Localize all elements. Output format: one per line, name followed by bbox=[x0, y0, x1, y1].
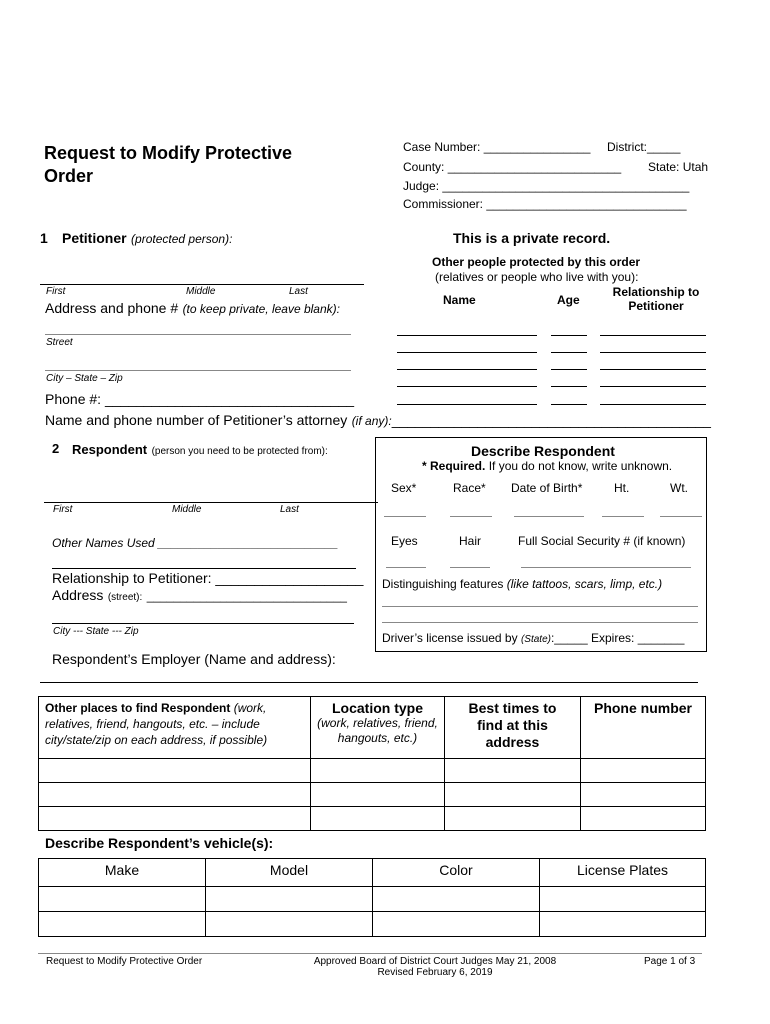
describe-required-note bbox=[422, 459, 672, 473]
vehicles-col-plates: License Plates bbox=[540, 859, 706, 887]
petitioner-heading bbox=[62, 230, 232, 248]
other-person-3-relationship[interactable] bbox=[600, 369, 706, 370]
places-row bbox=[39, 807, 706, 831]
places-cell[interactable] bbox=[445, 783, 581, 807]
places-cell[interactable] bbox=[581, 759, 706, 783]
places-cell[interactable] bbox=[445, 759, 581, 783]
county-field[interactable]: County: __________________________ bbox=[403, 160, 622, 174]
required-label: * Required. bbox=[422, 459, 486, 473]
places-cell[interactable] bbox=[581, 807, 706, 831]
vehicle-cell[interactable] bbox=[373, 887, 540, 912]
footer-divider bbox=[38, 953, 702, 954]
features-field-1[interactable] bbox=[382, 606, 698, 607]
respondent-first-label: First bbox=[53, 504, 73, 515]
page-title bbox=[44, 142, 344, 188]
height-field[interactable] bbox=[602, 516, 644, 517]
vehicle-cell[interactable] bbox=[39, 887, 206, 912]
relationship-field[interactable]: Relationship to Petitioner: ___________________ bbox=[52, 570, 364, 586]
vehicles-col-make: Make bbox=[39, 859, 206, 887]
respondent-heading-text: Respondent bbox=[72, 442, 148, 457]
other-person-4-age[interactable] bbox=[551, 386, 587, 387]
places-cell[interactable] bbox=[39, 807, 311, 831]
section-1-number: 1 bbox=[40, 230, 48, 246]
title-line-1: Request to Modify Protective bbox=[44, 143, 293, 163]
places-col1-note: (work, relatives, friend, hangouts, etc. – include city/state/zip on each address, if possible) bbox=[45, 701, 268, 747]
places-col3-title: Best times to find at this address bbox=[468, 700, 557, 750]
dob-field[interactable] bbox=[514, 516, 584, 517]
state-label: State: Utah bbox=[648, 160, 709, 174]
places-table bbox=[38, 696, 706, 831]
respondent-middle-label: Middle bbox=[172, 504, 202, 515]
street-label: Street bbox=[46, 337, 73, 348]
respondent-city-label: City --- State --- Zip bbox=[53, 626, 139, 637]
places-cell[interactable] bbox=[39, 759, 311, 783]
other-person-4-relationship[interactable] bbox=[600, 386, 706, 387]
vehicle-cell[interactable] bbox=[373, 912, 540, 937]
race-field[interactable] bbox=[450, 516, 492, 517]
col-name-header: Name bbox=[443, 293, 476, 307]
private-record-notice: This is a private record. bbox=[453, 230, 611, 246]
other-person-1-name[interactable] bbox=[397, 335, 537, 336]
petitioner-middle-label: Middle bbox=[186, 286, 216, 297]
ssn-label: Full Social Security # (if known) bbox=[518, 534, 686, 548]
vehicles-header-row bbox=[39, 859, 706, 887]
vehicles-title: Describe Respondent’s vehicle(s): bbox=[45, 835, 274, 851]
other-people-title: Other people protected by this order bbox=[432, 255, 641, 269]
describe-title: Describe Respondent bbox=[471, 443, 615, 459]
petitioner-name-line[interactable] bbox=[40, 284, 364, 285]
vehicle-cell[interactable] bbox=[39, 912, 206, 937]
respondent-heading-note: (person you need to be protected from): bbox=[151, 446, 328, 457]
col-relationship-line1: Relationship to bbox=[612, 285, 700, 299]
footer-form-name: Request to Modify Protective Order bbox=[46, 956, 203, 967]
required-note-text: If you do not know, write unknown. bbox=[488, 459, 673, 473]
license-label: Driver’s license issued by bbox=[382, 631, 518, 645]
other-person-3-age[interactable] bbox=[551, 369, 587, 370]
petitioner-city-line[interactable] bbox=[45, 370, 351, 371]
attorney-blank[interactable]: _________________________________________ bbox=[391, 412, 711, 428]
height-label: Ht. bbox=[614, 481, 630, 495]
case-number-field[interactable]: Case Number: ________________ bbox=[403, 140, 591, 154]
respondent-last-label: Last bbox=[280, 504, 299, 515]
respondent-city-line[interactable] bbox=[52, 623, 354, 624]
places-header-row bbox=[39, 697, 706, 759]
other-person-2-relationship[interactable] bbox=[600, 352, 706, 353]
col-relationship-line2: Petitioner bbox=[628, 299, 684, 313]
address-note: (to keep private, leave blank): bbox=[182, 302, 340, 316]
employer-line[interactable] bbox=[40, 682, 698, 683]
places-cell[interactable] bbox=[311, 759, 445, 783]
petitioner-street-line[interactable] bbox=[45, 334, 351, 335]
section-2-number: 2 bbox=[52, 441, 60, 456]
sex-label: Sex* bbox=[391, 481, 417, 495]
other-names-extra-line[interactable] bbox=[52, 568, 356, 569]
petitioner-heading-text: Petitioner bbox=[62, 230, 127, 246]
other-people-subtitle: (relatives or people who live with you): bbox=[435, 270, 639, 284]
places-col2-note: (work, relatives, friend, hangouts, etc.) bbox=[317, 716, 438, 745]
weight-field[interactable] bbox=[660, 516, 702, 517]
places-col4-title: Phone number bbox=[593, 700, 692, 716]
places-cell[interactable] bbox=[311, 783, 445, 807]
places-cell[interactable] bbox=[39, 783, 311, 807]
license-state-note: (State) bbox=[520, 634, 551, 645]
places-row bbox=[39, 759, 706, 783]
other-person-3-name[interactable] bbox=[397, 369, 537, 370]
places-col2-title: Location type bbox=[331, 700, 423, 716]
other-person-1-age[interactable] bbox=[551, 335, 587, 336]
petitioner-last-label: Last bbox=[289, 286, 308, 297]
license-expires[interactable]: :_____ Expires: _______ bbox=[550, 631, 685, 645]
other-person-2-name[interactable] bbox=[397, 352, 537, 353]
eyes-field[interactable] bbox=[386, 567, 426, 568]
places-col-location-type bbox=[311, 697, 445, 759]
footer-approval-line1: Approved Board of District Court Judges May 21, 2008 bbox=[313, 956, 557, 967]
commissioner-field[interactable]: Commissioner: ______________________________ bbox=[403, 197, 687, 211]
attorney-label: Name and phone number of Petitioner’s attorney bbox=[45, 412, 348, 428]
other-person-5-age[interactable] bbox=[551, 404, 587, 405]
respondent-address-field[interactable] bbox=[52, 587, 347, 605]
title-line-2: Order bbox=[44, 166, 94, 186]
vehicle-cell[interactable] bbox=[540, 912, 706, 937]
places-cell[interactable] bbox=[445, 807, 581, 831]
places-col-where bbox=[39, 697, 311, 759]
vehicles-col-color: Color bbox=[373, 859, 540, 887]
footer-approval-line2: Revised February 6, 2019 bbox=[377, 967, 493, 978]
vehicle-cell[interactable] bbox=[540, 887, 706, 912]
vehicle-cell[interactable] bbox=[206, 887, 373, 912]
petitioner-address-heading bbox=[45, 300, 340, 318]
respondent-name-line[interactable] bbox=[44, 502, 378, 503]
weight-label: Wt. bbox=[670, 481, 688, 495]
petitioner-heading-note: (protected person): bbox=[131, 232, 233, 246]
places-col-best-times bbox=[445, 697, 581, 759]
address-label: Address and phone # bbox=[45, 300, 179, 316]
features-note: (like tattoos, scars, limp, etc.) bbox=[506, 577, 663, 591]
attorney-note: (if any): bbox=[351, 414, 392, 428]
petitioner-phone-field[interactable]: Phone #: ________________________________ bbox=[45, 391, 355, 407]
vehicles-row bbox=[39, 887, 706, 912]
attorney-field[interactable] bbox=[45, 412, 711, 430]
col-age-header: Age bbox=[557, 293, 580, 307]
petitioner-first-label: First bbox=[46, 286, 66, 297]
vehicles-table bbox=[38, 858, 706, 937]
vehicle-cell[interactable] bbox=[206, 912, 373, 937]
city-state-zip-label: City – State – Zip bbox=[46, 373, 123, 384]
district-field[interactable]: District:_____ bbox=[607, 140, 681, 154]
hair-field[interactable] bbox=[450, 567, 490, 568]
features-label-row bbox=[382, 577, 662, 591]
other-person-2-age[interactable] bbox=[551, 352, 587, 353]
places-cell[interactable] bbox=[311, 807, 445, 831]
eyes-label: Eyes bbox=[391, 534, 418, 548]
other-names-field[interactable]: Other Names Used ___________________________ bbox=[52, 536, 339, 550]
footer-approval bbox=[300, 956, 570, 978]
other-person-5-name[interactable] bbox=[397, 404, 537, 405]
judge-field[interactable]: Judge: _____________________________________ bbox=[403, 179, 690, 193]
other-person-4-name[interactable] bbox=[397, 386, 537, 387]
places-row bbox=[39, 783, 706, 807]
col-relationship-header bbox=[604, 285, 708, 313]
places-cell[interactable] bbox=[581, 783, 706, 807]
respondent-heading bbox=[72, 441, 328, 459]
features-label: Distinguishing features bbox=[382, 577, 504, 591]
dob-label: Date of Birth* bbox=[511, 481, 583, 495]
respondent-address-blank[interactable]: ______________________________ bbox=[146, 589, 347, 603]
sex-field[interactable] bbox=[384, 516, 426, 517]
ssn-field[interactable] bbox=[521, 567, 691, 568]
hair-label: Hair bbox=[459, 534, 482, 548]
vehicles-col-model: Model bbox=[206, 859, 373, 887]
drivers-license-field[interactable] bbox=[382, 631, 684, 645]
respondent-address-street-note: (street): bbox=[107, 592, 143, 603]
places-col1-title: Other places to find Respondent bbox=[45, 701, 231, 715]
describe-respondent-box bbox=[375, 437, 707, 652]
vehicles-row bbox=[39, 912, 706, 937]
other-person-1-relationship[interactable] bbox=[600, 335, 706, 336]
employer-label: Respondent’s Employer (Name and address): bbox=[52, 651, 336, 667]
footer-page-number: Page 1 of 3 bbox=[644, 956, 696, 967]
race-label: Race* bbox=[453, 481, 486, 495]
places-col-phone bbox=[581, 697, 706, 759]
features-field-2[interactable] bbox=[382, 622, 698, 623]
respondent-address-label: Address bbox=[52, 587, 104, 603]
other-person-5-relationship[interactable] bbox=[600, 404, 706, 405]
